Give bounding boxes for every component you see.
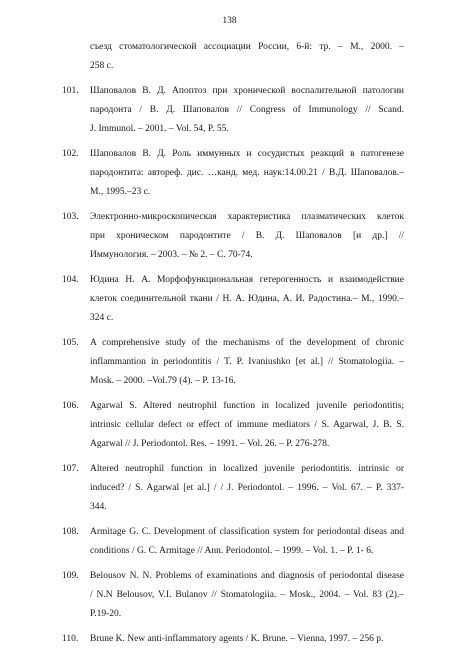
reference-number: 103. [62,212,79,222]
reference-number: 107. [62,464,79,474]
reference-line: Agarwal // J. Periodontol. Res. – 1991. – Vol. 26. – P. 276-278. [90,439,330,449]
reference-line: пародонтита: автореф. дис. …канд. мед. наук:14.00.21 / В.Д. Шаповалов.– [90,168,404,178]
reference-text [90,82,404,139]
reference-line: 258 с. [90,61,114,71]
reference-line: М., 1995.–23 с. [90,187,151,197]
reference-text [90,523,404,561]
reference-number: 102. [62,149,79,159]
reference-line: A comprehensive study of the mechanisms of the development of chronic [90,338,404,348]
reference-line: conditions / G. C. Armitage // Ann. Periodontol. – 1999. – Vol. 1. – P. 1- 6. [90,546,374,556]
reference-entry [62,460,404,517]
reference-number: 104. [62,275,79,285]
reference-entry [62,630,404,649]
reference-line: при хроническом пародонтите / В. Д. Шаповалов [и др.] // [90,231,404,241]
reference-line: J. Immunol. – 2001. – Vol. 54, P. 55. [90,124,229,134]
reference-text [90,208,404,265]
reference-text [90,397,404,454]
reference-text [90,271,404,328]
reference-line: Шаповалов В. Д. Роль иммунных и сосудистых реакций в патогенезе [90,149,404,159]
reference-line: Иммунология. – 2003. – № 2. – С. 70-74. [90,250,253,260]
reference-number: 109. [62,571,79,581]
reference-entry [62,397,404,454]
reference-entry [62,334,404,391]
reference-entry [62,567,404,624]
reference-line: Altered neutrophil function in localized juvenile periodontitis. intrinsic or [90,464,404,474]
reference-line: / N.N Belousov, V.I. Bulanov // Stomatologiia. – Mosk., 2004. – Vol. 83 (2).– [90,590,404,600]
reference-text [90,460,404,517]
reference-line: induced? / S. Agarwal [et al.] / / J. Periodontol. – 1996. – Vol. 67. – P. 337- [90,483,404,493]
reference-line: Шаповалов В. Д. Апоптоз при хронической воспалительной патологии [90,86,404,96]
reference-line: Электронно-микроскопическая характеристика плазматических клеток [90,212,404,222]
reference-text [90,334,404,391]
reference-text [90,145,404,202]
reference-line: P.19-20. [90,609,122,619]
reference-line: Agarwal S. Altered neutrophil function in localized juvenile periodontitis; [90,401,404,411]
reference-line: inflammantion in periodontitis / T. P. Ivaniushko [et al.] // Stomatologiia. – [90,357,404,367]
reference-line: Armitage G. C. Development of classification system for periodontal diseas and [90,527,404,537]
reference-entry [62,208,404,265]
reference-number: 105. [62,338,79,348]
reference-line: съезд стоматологической ассоциации России, 6-й: тр. – М., 2000. – [90,42,404,52]
reference-line: пародонта / В. Д. Шаповалов // Congress of Immunology // Scand. [90,105,404,115]
reference-entry [62,145,404,202]
reference-list [62,38,404,655]
reference-text [90,567,404,624]
reference-line: Belousov N. N. Problems of examinations and diagnosis of periodontal disease [90,571,404,581]
reference-number: 106. [62,401,79,411]
reference-entry [62,271,404,328]
reference-line: Brune K. New anti-inflammatory agents / K. Brune. – Vienna, 1997. – 256 p. [90,634,384,644]
reference-line: Юдина Н. А. Морфофункциональная гетерогенность и взаимодействие [90,275,404,285]
reference-line: клеток соединительной ткани / Н. А. Юдина, А. И. Радостина.– М., 1990.– [90,294,404,304]
reference-line: intrinsic cellular defect or effect of immune mediators / S. Agarwal, J. B. S. [90,420,404,430]
reference-number: 101. [62,86,79,96]
reference-entry [90,38,404,76]
reference-line: 324 с. [90,313,114,323]
reference-entry [62,523,404,561]
reference-line: Mosk. – 2000. –Vol.79 (4). – P. 13-16. [90,376,236,386]
reference-entry [62,82,404,139]
reference-number: 110. [62,634,79,644]
reference-text [90,630,404,649]
reference-line: 344. [90,502,107,512]
reference-number: 108. [62,527,79,537]
page-number: 138 [222,16,237,26]
reference-text [90,38,404,76]
